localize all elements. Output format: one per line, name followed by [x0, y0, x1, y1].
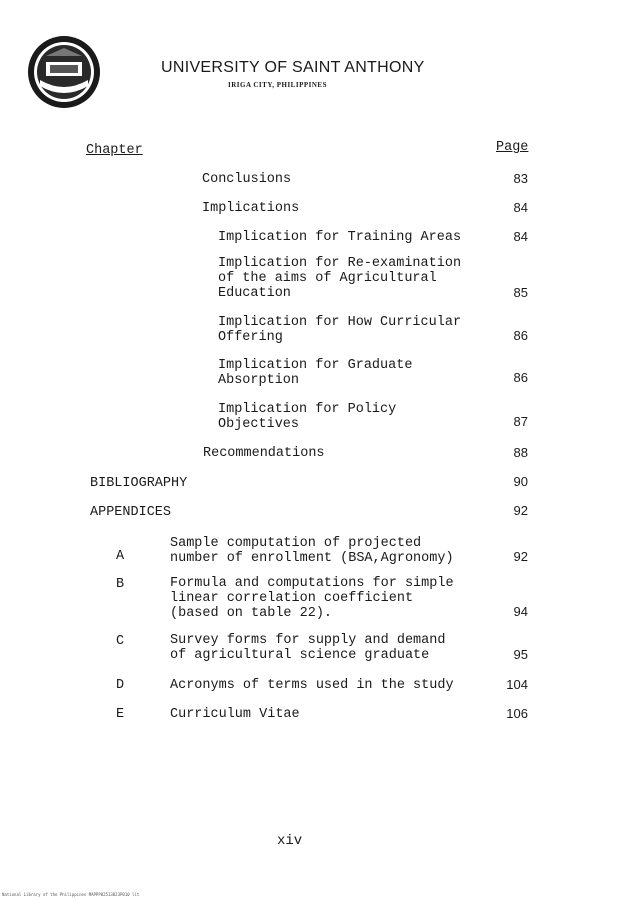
university-location: IRIGA CITY, PHILIPPINES — [228, 81, 327, 89]
toc-page-training-areas: 84 — [513, 229, 528, 244]
toc-entry-conclusions: Conclusions — [202, 172, 292, 187]
appendix-entry-b: Formula and computations for simple linear correlation coefficient (based on table 22). — [170, 576, 454, 621]
footer-note: National Library of the Philippines MAPPP02513023P010 lit — [2, 892, 140, 897]
toc-page-policy-objectives: 87 — [513, 414, 528, 429]
toc-page-implications: 84 — [513, 200, 528, 215]
toc-entry-training-areas: Implication for Training Areas — [218, 230, 462, 245]
appendix-page-a: 92 — [513, 549, 528, 564]
toc-entry-graduate-absorption: Implication for Graduate Absorption — [218, 358, 413, 388]
toc-page-recommendations: 88 — [513, 445, 528, 460]
appendix-page-e: 106 — [506, 706, 528, 721]
page-column-header: Page — [496, 140, 529, 155]
university-name: UNIVERSITY OF SAINT ANTHONY — [161, 59, 425, 76]
appendix-letter-e: E — [116, 707, 125, 722]
toc-page-bibliography: 90 — [513, 474, 528, 489]
appendix-letter-a: A — [116, 549, 125, 564]
appendix-entry-d: Acronyms of terms used in the study — [170, 678, 454, 693]
toc-page-re-examination: 85 — [513, 285, 528, 300]
appendix-entry-c: Survey forms for supply and demand of agricultural science graduate — [170, 633, 446, 663]
toc-page-appendices: 92 — [513, 503, 528, 518]
university-seal — [26, 34, 102, 110]
appendix-page-b: 94 — [513, 604, 528, 619]
toc-entry-curricular-offering: Implication for How Curricular Offering — [218, 315, 462, 345]
appendix-entry-e: Curriculum Vitae — [170, 707, 300, 722]
toc-entry-appendices: APPENDICES — [90, 505, 172, 520]
appendix-letter-c: C — [116, 634, 125, 649]
toc-page-conclusions: 83 — [513, 171, 528, 186]
appendix-page-d: 104 — [506, 677, 528, 692]
toc-entry-bibliography: BIBLIOGRAPHY — [90, 476, 188, 491]
chapter-column-header: Chapter — [86, 143, 143, 158]
appendix-page-c: 95 — [513, 647, 528, 662]
appendix-letter-d: D — [116, 678, 125, 693]
toc-entry-implications: Implications — [202, 201, 300, 216]
toc-page-curricular-offering: 86 — [513, 328, 528, 343]
appendix-entry-a: Sample computation of projected number of enrollment (BSA,Agronomy) — [170, 536, 454, 566]
appendix-letter-b: B — [116, 577, 125, 592]
page-number: xiv — [277, 833, 303, 849]
toc-entry-recommendations: Recommendations — [203, 446, 325, 461]
toc-entry-policy-objectives: Implication for Policy Objectives — [218, 402, 397, 432]
toc-entry-re-examination: Implication for Re-examination of the aims of Agricultural Education — [218, 256, 462, 301]
toc-page-graduate-absorption: 86 — [513, 370, 528, 385]
